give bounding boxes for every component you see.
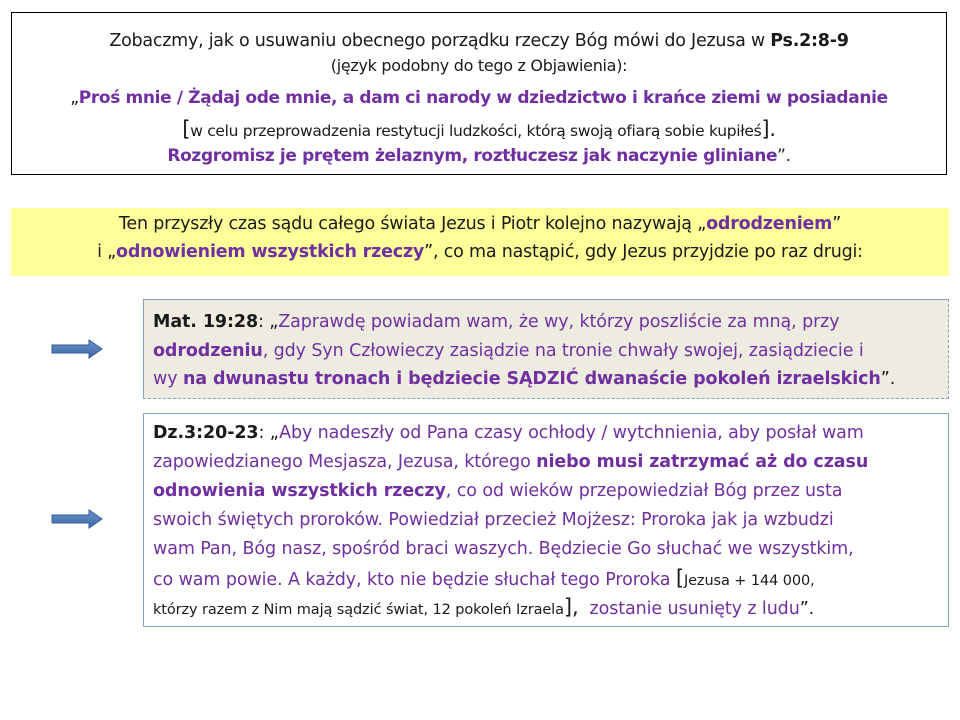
psalm-reference: Ps.2:8-9 [770,31,849,51]
term-odnowienie: odnowieniem wszystkich rzeczy [116,242,425,262]
psalm-verse-text-2: Rozgromisz je prętem żelaznym, roztłuczesz jak naczynie gliniane [167,146,778,166]
highlight-text-1: Ten przyszły czas sądu całego świata Jezus i Piotr kolejno nazywają „ [118,214,707,234]
matthew-line-2 [153,341,948,361]
matthew-line-1 [153,312,948,332]
matthew-reference: Mat. 19:28 [153,312,259,332]
acts-line-4 [153,510,948,530]
highlight-box [11,208,949,276]
acts-bold-1: niebo musi zatrzymać aż do czasu [536,452,869,472]
open-quote: „ [70,88,79,108]
matthew-bold-1: odrodzeniu [153,341,263,361]
acts-line-5 [153,539,948,559]
bracket-open: [ [182,117,191,141]
acts-text-6: co wam powie. A każdy, kto nie będzie słuchał tego Proroka [153,570,676,590]
psalm-quote-box [11,12,947,175]
acts-line-7 [153,595,948,619]
matthew-text-1: Zaprawdę powiadam wam, że wy, którzy poszliście za mną, przy [278,312,840,332]
language-note-text: język podobny do tego z Objawienia [336,56,617,75]
close-quote: ” [832,214,842,234]
close-quote: ”. [799,599,815,619]
acts-text-7: zostanie usunięty z ludu [578,599,800,619]
highlight-prefix: i „ [97,242,117,262]
bracket-close: ], [563,595,579,619]
paren-open: ( [330,56,337,75]
acts-reference: Dz.3:20-23 [153,423,259,443]
bracket-open: [ [675,566,684,590]
bracket-note [12,117,946,141]
psalm-verse-line-1 [12,88,946,108]
intro-line [12,31,946,51]
matthew-quote-box [143,299,949,399]
psalm-verse-line-2 [12,146,946,166]
acts-line-6 [153,566,948,590]
matthew-text-3: wy [153,369,183,389]
matthew-line-3 [153,369,948,389]
acts-text-5: wam Pan, Bóg nasz, spośród braci waszych. Będziecie Go słuchać we wszystkim, [153,539,854,559]
term-odrodzenie: odrodzeniem [706,214,833,234]
intro-text: Zobaczmy, jak o usuwaniu obecnego porządku rzeczy Bóg mówi do Jezusa w [109,31,771,51]
highlight-line-1 [11,214,949,234]
paren-close: ): [616,56,628,75]
matthew-text-2: , gdy Syn Człowieczy zasiądzie na tronie chwały swojej, zasiądziecie i [262,341,864,361]
acts-bold-2: odnowienia wszystkich rzeczy [153,481,446,501]
acts-line-1 [153,423,948,443]
arrow-right-icon [51,339,103,359]
acts-text-1: Aby nadeszły od Pana czasy ochłody / wytchnienia, aby posłał wam [279,423,864,443]
acts-line-2 [153,452,948,472]
close-quote: ”. [880,369,896,389]
acts-note-1: Jezusa + 144 000, [683,573,815,589]
colon-quote: : „ [258,312,279,332]
colon-quote: : „ [258,423,280,443]
language-note [12,56,946,75]
acts-line-3 [153,481,948,501]
bracket-note-text: w celu przeprowadzenia restytucji ludzkości, którą swoją ofiarą sobie kupiłeś [190,122,762,140]
highlight-text-2: ”, co ma nastąpić, gdy Jezus przyjdzie po raz drugi: [424,242,863,262]
acts-note-2: którzy razem z Nim mają sądzić świat, 12 pokoleń Izraela [153,602,564,618]
arrow-right-icon [51,509,103,529]
acts-text-3: , co od wieków przepowiedział Bóg przez usta [445,481,843,501]
matthew-bold-2: na dwunastu tronach i będziecie SĄDZIĆ dwanaście pokoleń izraelskich [182,369,881,389]
acts-text-4: swoich świętych proroków. Powiedział przecież Mojżesz: Proroka jak ja wzbudzi [153,510,834,530]
bracket-close: ]. [761,117,776,141]
psalm-verse-text-1: Proś mnie / Żądaj ode mnie, a dam ci narody w dziedzictwo i krańce ziemi w posiadanie [78,88,888,108]
highlight-line-2 [11,242,949,262]
acts-text-2: zapowiedzianego Mesjasza, Jezusa, którego [153,452,537,472]
acts-quote-box [143,413,949,627]
close-quote: ”. [777,146,791,166]
